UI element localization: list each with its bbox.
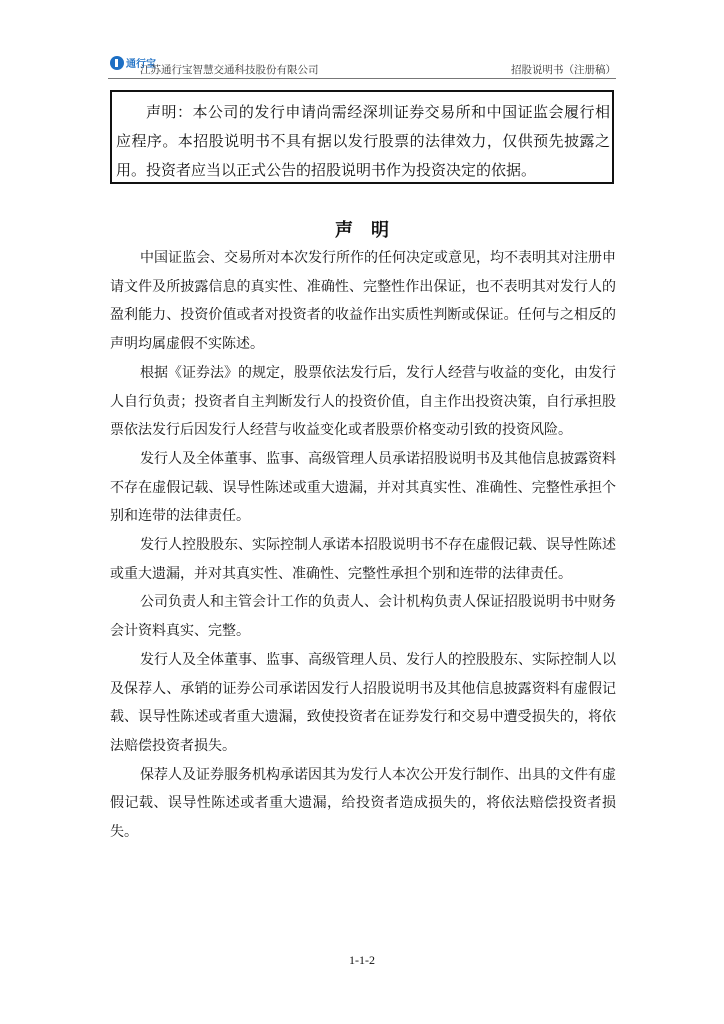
paragraph: 发行人及全体董事、监事、高级管理人员承诺招股说明书及其他信息披露资料不存在虚假记载、误导性陈述或重大遗漏，并对其真实性、准确性、完整性承担个别和连带的法律责任。 [110, 450, 616, 525]
notice-box: 声明：本公司的发行申请尚需经深圳证券交易所和中国证监会履行相应程序。本招股说明书不具有据以发行股票的法律效力，仅供预先披露之用。投资者应当以正式公告的招股说明书作为投资决定的依据。 [110, 90, 614, 184]
paragraph: 发行人控股股东、实际控制人承诺本招股说明书不存在虚假记载、误导性陈述或重大遗漏，并对其真实性、准确性、完整性承担个别和连带的法律责任。 [110, 537, 616, 582]
section-title: 声明 [335, 220, 407, 241]
page-number: 1-1-2 [349, 953, 375, 967]
company-name: 江苏通行宝智慧交通科技股份有限公司 [140, 64, 319, 76]
document-title: 招股说明书（注册稿） [511, 64, 616, 76]
paragraph: 根据《证券法》的规定，股票依法发行后，发行人经营与收益的变化，由发行人自行负责；投资者自主判断发行人的投资价值，自主作出投资决策，自行承担股票依法发行后因发行人经营与收益变化或者股票价格变动引致的投资风险。 [110, 364, 616, 439]
statement-body [110, 244, 616, 847]
paragraph: 发行人及全体董事、监事、高级管理人员、发行人的控股股东、实际控制人以及保荐人、承销的证券公司承诺因发行人招股说明书及其他信息披露资料有虚假记载、误导性陈述或者重大遗漏，致使投资者在证券发行和交易中遭受损失的，将依法赔偿投资者损失。 [110, 651, 616, 754]
paragraph: 保荐人及证券服务机构承诺因其为发行人本次公开发行制作、出具的文件有虚假记载、误导性陈述或者重大遗漏，给投资者造成损失的，将依法赔偿投资者损失。 [110, 766, 616, 841]
logo-text: 通行宝 [126, 59, 156, 70]
logo-mark-icon [110, 56, 124, 70]
paragraph: 公司负责人和主管会计工作的负责人、会计机构负责人保证招股说明书中财务会计资料真实、完整。 [110, 594, 616, 640]
page-header [108, 54, 616, 80]
paragraph: 中国证监会、交易所对本次发行所作的任何决定或意见，均不表明其对注册申请文件及所披露信息的真实性、准确性、完整性作出保证，也不表明其对发行人的盈利能力、投资价值或者对投资者的收益作出实质性判断或保证。任何与之相反的声明均属虚假不实陈述。 [110, 250, 616, 353]
header-divider [108, 78, 616, 79]
